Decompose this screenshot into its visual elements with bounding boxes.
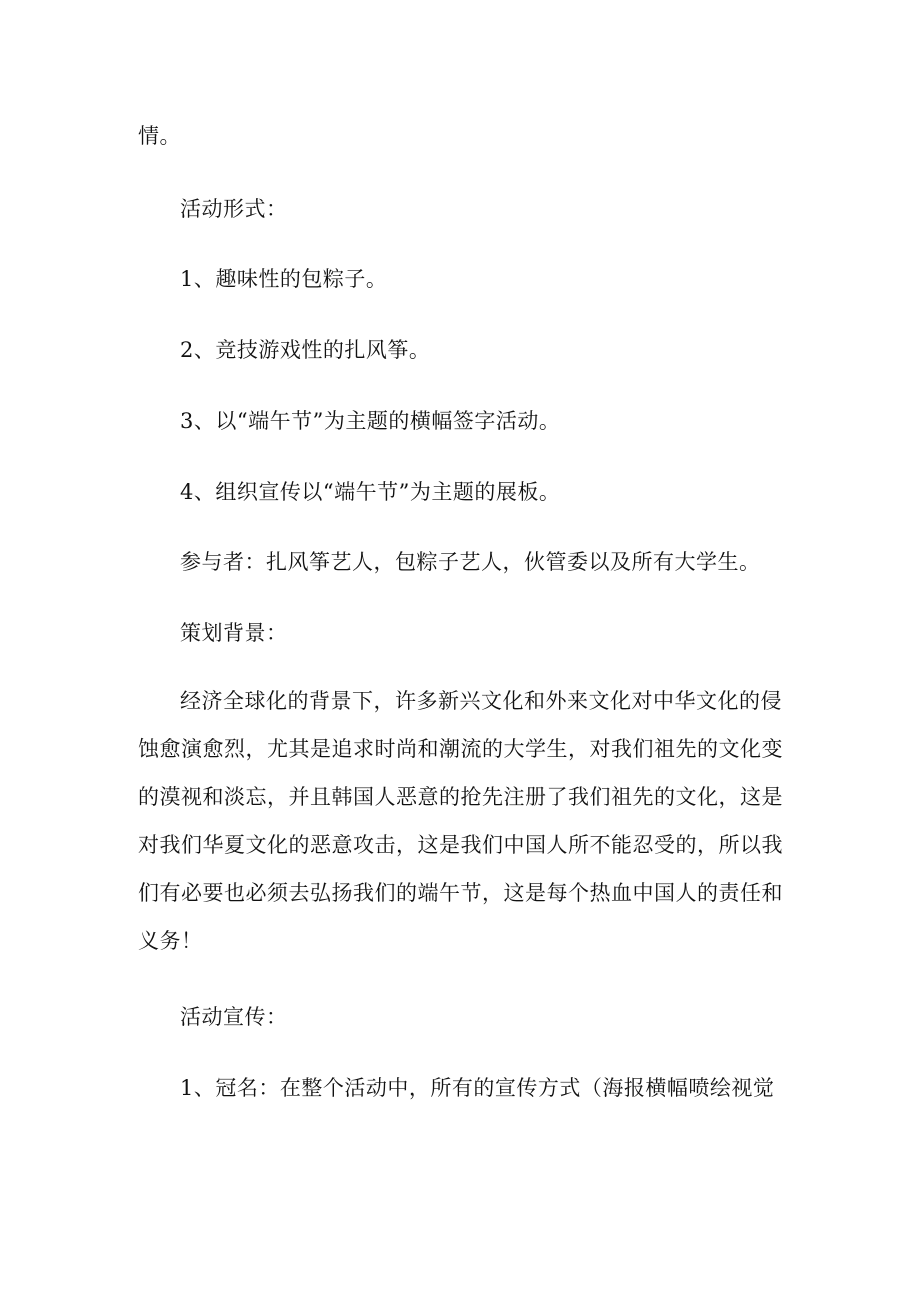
list-item: 1、趣味性的包粽子。 (180, 267, 388, 291)
list-item: 4、组织宣传以“端午节”为主题的展板。 (180, 480, 561, 504)
paragraph-line: 对我们华夏文化的恶意攻击，这是我们中国人所不能忍受的，所以我 (138, 833, 783, 857)
list-item: 3、以“端午节”为主题的横幅签字活动。 (180, 409, 561, 433)
background-paragraph (138, 677, 784, 965)
continuation-text: 情。 (138, 124, 181, 148)
section-heading-background: 策划背景： (180, 621, 288, 645)
section-heading-activity-form: 活动形式： (180, 197, 288, 221)
list-item: 1、冠名：在整个活动中，所有的宣传方式（海报横幅喷绘视觉 (180, 1076, 775, 1100)
participants-line: 参与者：扎风筝艺人，包粽子艺人，伙管委以及所有大学生。 (180, 550, 761, 574)
paragraph-line: 们有必要也必须去弘扬我们的端午节，这是每个热血中国人的责任和 (138, 881, 783, 905)
paragraph-line: 义务！ (138, 929, 203, 953)
section-heading-publicity: 活动宣传： (180, 1005, 288, 1029)
paragraph-line: 经济全球化的背景下，许多新兴文化和外来文化对中华文化的侵 (180, 689, 782, 713)
list-item: 2、竞技游戏性的扎风筝。 (180, 338, 431, 362)
paragraph-line: 蚀愈演愈烈，尤其是追求时尚和潮流的大学生，对我们祖先的文化变 (138, 737, 783, 761)
paragraph-line: 的漠视和淡忘，并且韩国人恶意的抢先注册了我们祖先的文化，这是 (138, 785, 783, 809)
